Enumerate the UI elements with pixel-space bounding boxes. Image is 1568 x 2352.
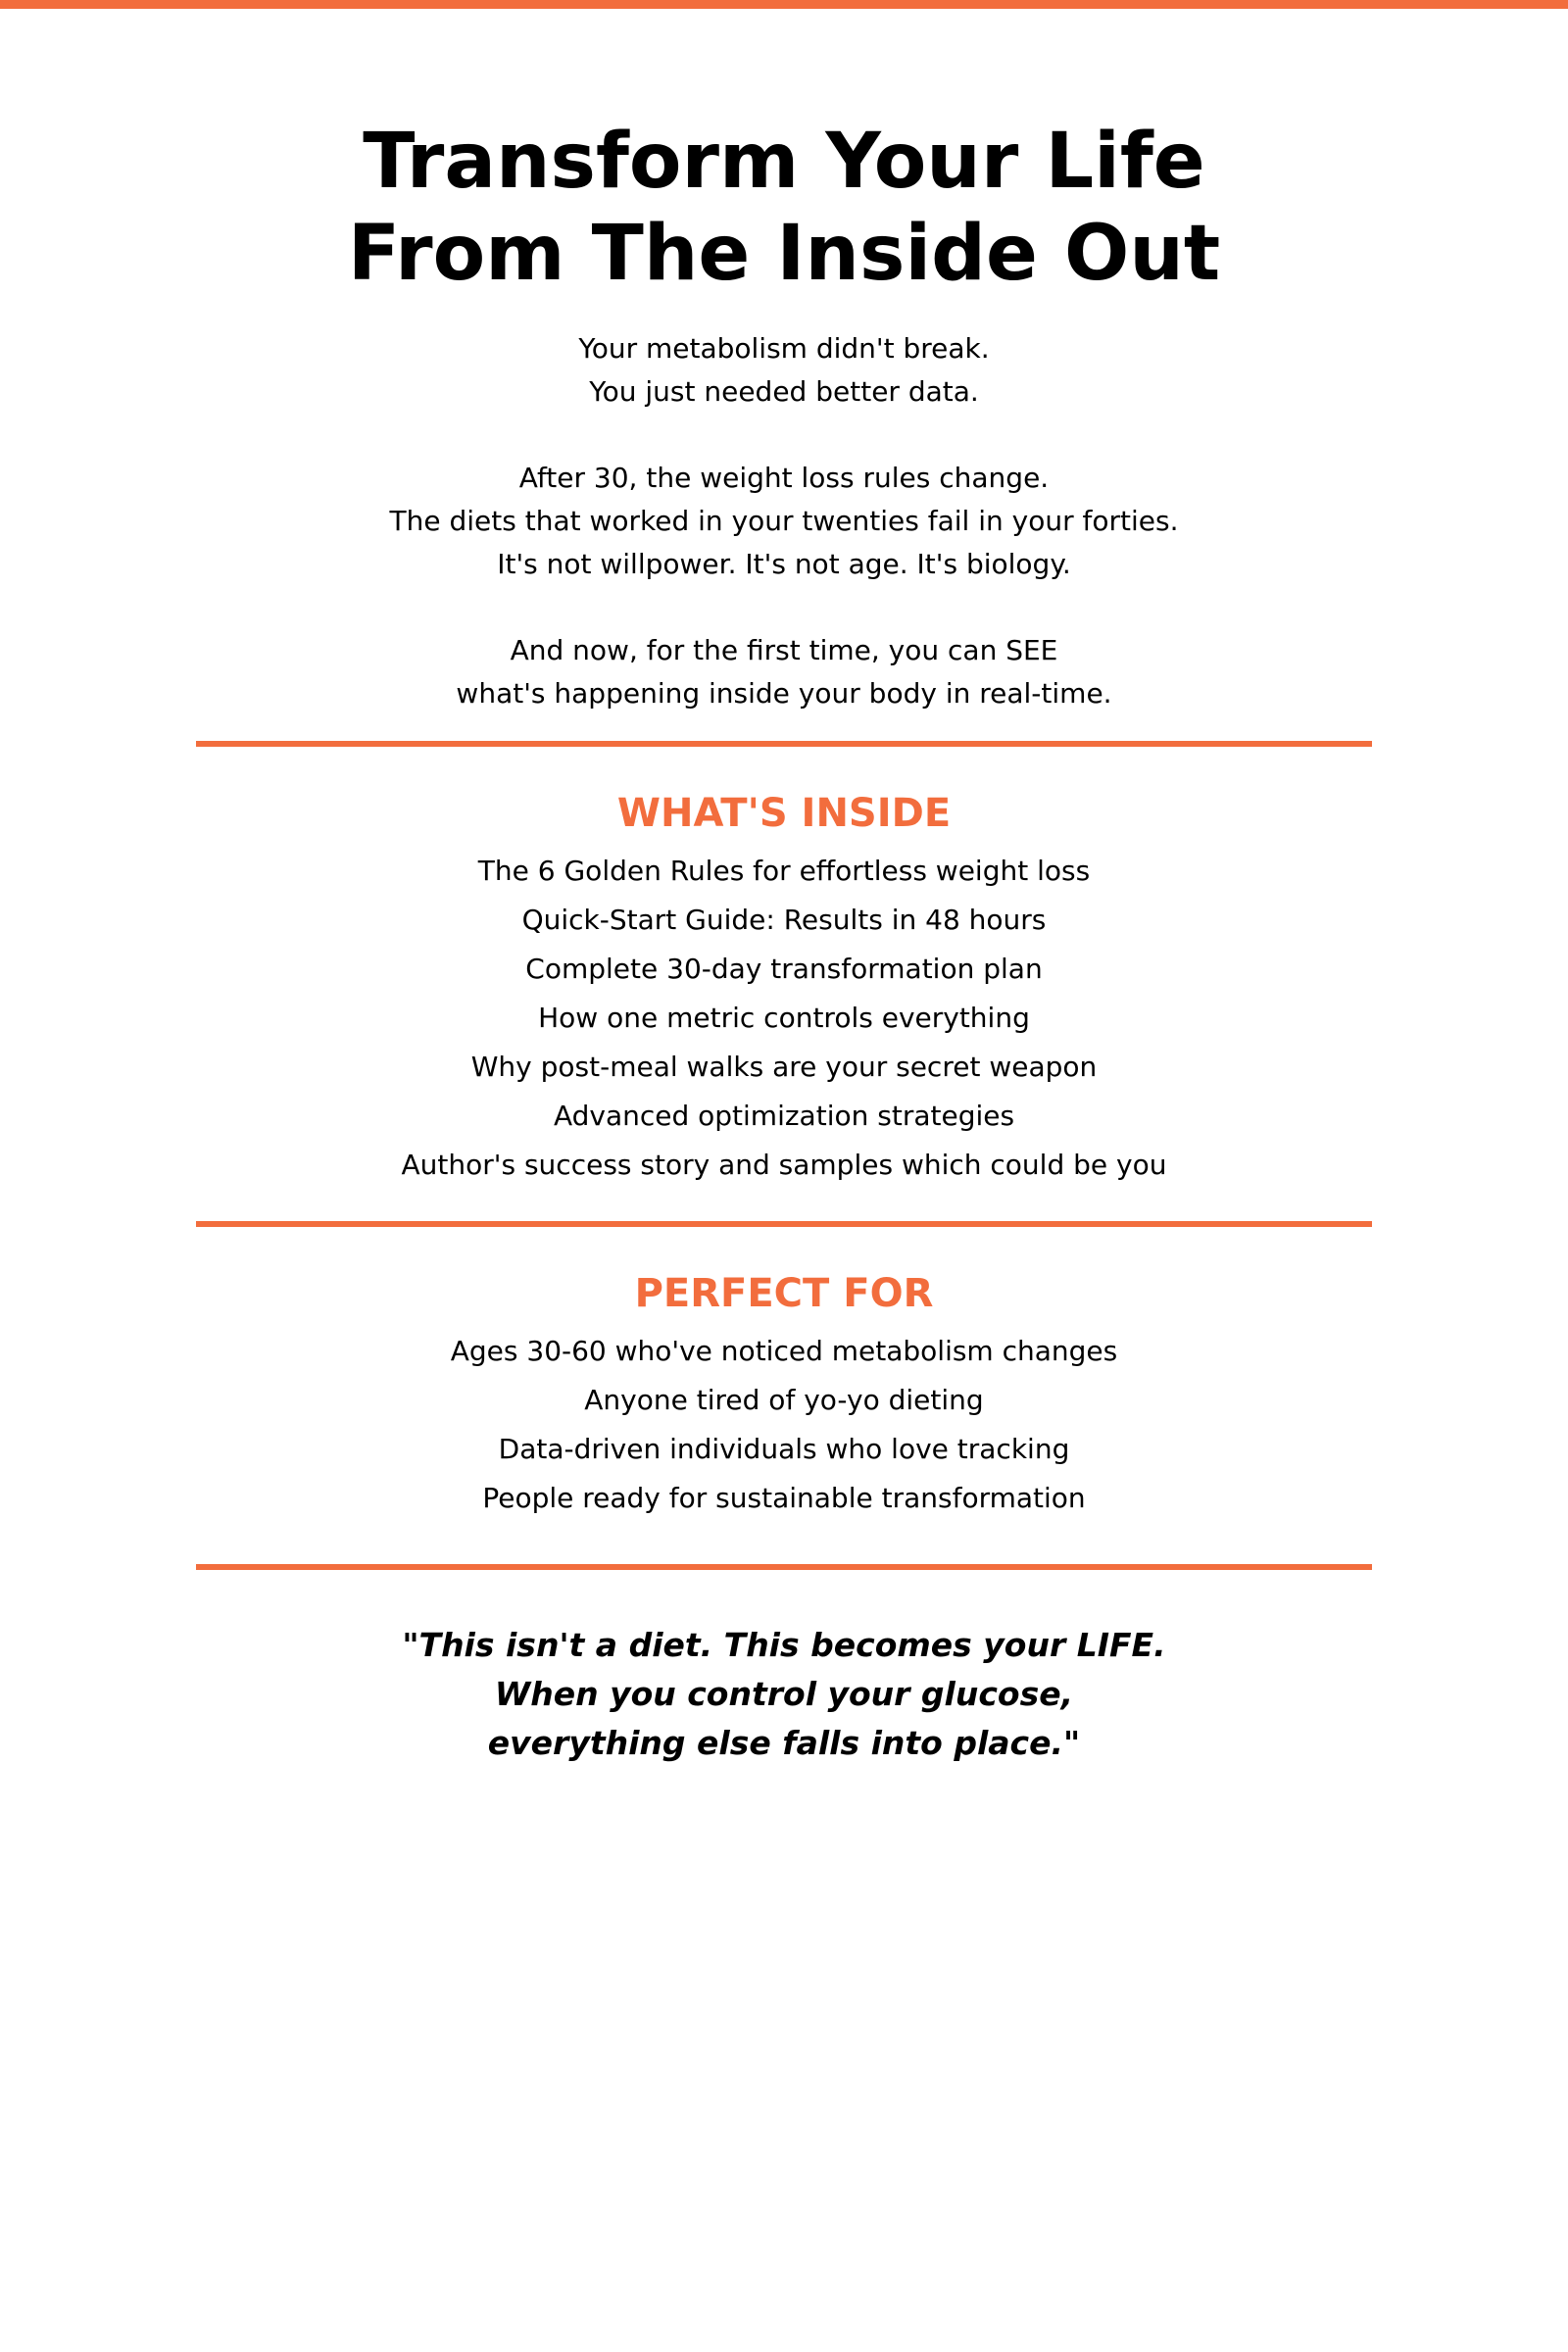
list-item: Author's success story and samples which could be you bbox=[401, 1149, 1167, 1181]
intro-line: It's not willpower. It's not age. It's biology. bbox=[497, 548, 1071, 580]
quote-line-1: "This isn't a diet. This becomes your LIFE. bbox=[402, 1626, 1166, 1664]
intro-line: The diets that worked in your twenties fail in your forties. bbox=[389, 505, 1179, 537]
section-divider bbox=[196, 1564, 1372, 1570]
list-item: Complete 30-day transformation plan bbox=[525, 953, 1043, 985]
section-divider bbox=[196, 1221, 1372, 1227]
list-item: How one metric controls everything bbox=[538, 1002, 1030, 1034]
list-item: Data-driven individuals who love tracking bbox=[498, 1433, 1070, 1465]
intro-line: You just needed better data. bbox=[589, 375, 979, 408]
paragraph-gap bbox=[0, 586, 1568, 629]
list-item: The 6 Golden Rules for effortless weight loss bbox=[477, 855, 1091, 887]
title-line-1: Transform Your Life bbox=[363, 118, 1205, 206]
paragraph-gap bbox=[0, 414, 1568, 457]
section-divider bbox=[196, 741, 1372, 747]
intro-line: Your metabolism didn't break. bbox=[578, 332, 990, 365]
intro-line: what's happening inside your body in real-time. bbox=[456, 677, 1112, 710]
closing-quote bbox=[0, 1621, 1568, 1768]
intro-text bbox=[0, 327, 1568, 715]
intro-line: After 30, the weight loss rules change. bbox=[518, 462, 1050, 494]
intro-line: And now, for the first time, you can SEE bbox=[510, 634, 1058, 666]
page-title bbox=[0, 116, 1568, 300]
list-item: People ready for sustainable transformation bbox=[482, 1482, 1086, 1514]
list-item: Anyone tired of yo-yo dieting bbox=[584, 1384, 984, 1416]
whats-inside-heading: WHAT'S INSIDE bbox=[616, 791, 952, 836]
list-item: Advanced optimization strategies bbox=[553, 1100, 1015, 1132]
title-line-2: From The Inside Out bbox=[347, 210, 1221, 298]
quote-line-2: When you control your glucose, bbox=[494, 1675, 1074, 1713]
list-item: Quick-Start Guide: Results in 48 hours bbox=[521, 904, 1047, 936]
quote-line-3: everything else falls into place." bbox=[487, 1724, 1081, 1762]
perfect-for-list bbox=[0, 1327, 1568, 1523]
whats-inside-list bbox=[0, 847, 1568, 1190]
perfect-for-heading: PERFECT FOR bbox=[634, 1271, 934, 1316]
list-item: Ages 30-60 who've noticed metabolism changes bbox=[450, 1335, 1118, 1367]
list-item: Why post-meal walks are your secret weapon bbox=[470, 1051, 1098, 1083]
top-accent-bar bbox=[0, 0, 1568, 9]
